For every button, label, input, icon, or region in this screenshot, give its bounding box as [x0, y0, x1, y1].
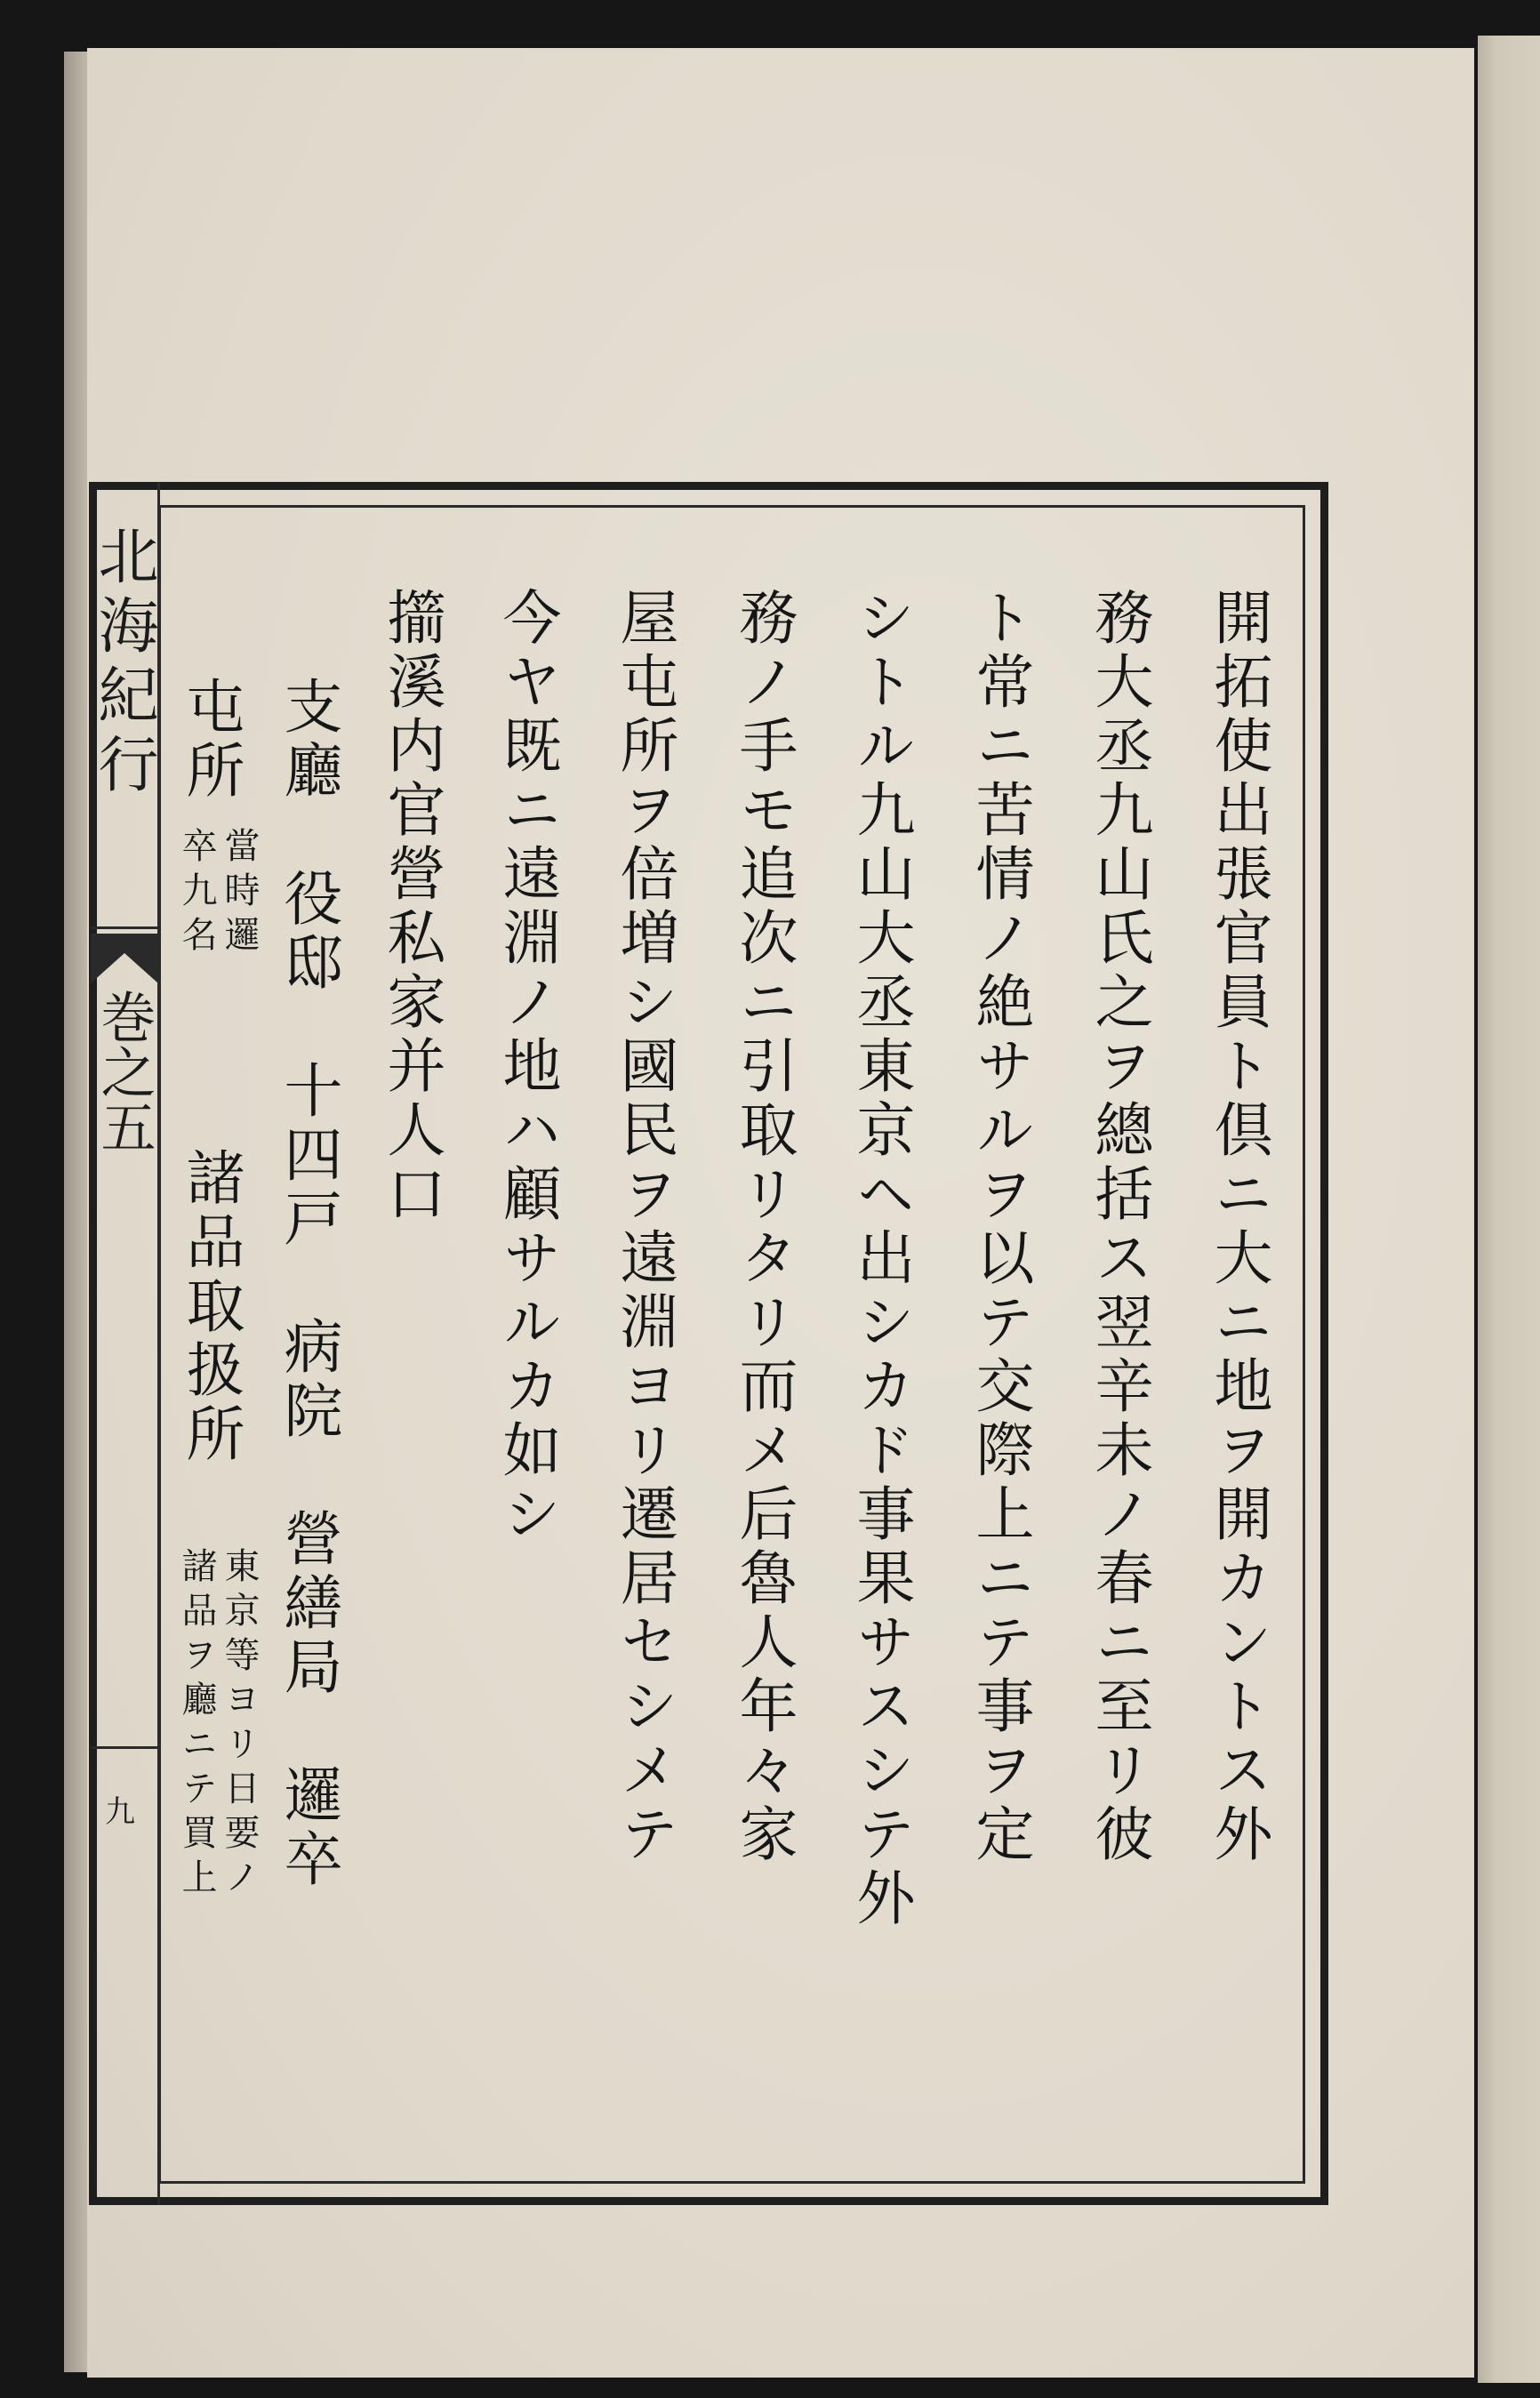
next-page-edge	[1478, 36, 1540, 2383]
volume-label: 巻之五	[92, 989, 156, 1154]
facility-list-row-2-label: 屯所	[176, 676, 245, 804]
page-number: 九	[105, 1794, 135, 1830]
annotation-d: 諸品ヲ廳ニテ買上	[176, 1547, 217, 1903]
text-column-2: 務大丞九山氏之ヲ總括ス翌辛未ノ春ニ至リ彼	[1085, 587, 1153, 1867]
text-column-6: 屋屯所ヲ倍増シ國民ヲ遠淵ヨリ遷居セシメテ	[610, 587, 678, 1867]
text-column-3: ト常ニ苦情ノ絶サルヲ以テ交際上ニテ事ヲ定	[966, 587, 1034, 1867]
fishtail-mark-icon	[91, 934, 158, 983]
annotation-a: 當時邏	[219, 827, 260, 960]
margin-rule-top	[91, 926, 158, 929]
text-column-4: シトル九山大丞東京ヘ出シカド事果サスシテ外	[846, 587, 915, 1931]
annotation-b: 卒九名	[176, 827, 217, 960]
text-column-7: 今ヤ既ニ遠淵ノ地ハ顧サルカ如シ	[493, 587, 561, 1547]
text-column-8: 擶溪内官營私家并人口	[377, 587, 445, 1227]
margin-rule-bottom	[91, 1746, 158, 1749]
facility-list-row-2-item: 諸品取扱所	[176, 1147, 245, 1467]
text-column-1: 開拓使出張官員ト倶ニ大ニ地ヲ開カントス外	[1204, 587, 1272, 1867]
text-column-5: 務ノ手モ追次ニ引取リタリ而メ后魯人年々家	[729, 587, 798, 1867]
annotation-c: 東京等ヨリ日要ノ	[219, 1547, 260, 1903]
facility-list-row-1: 支廳 役邸 十四戸 病院 營繕局 邏卒	[274, 676, 342, 1892]
book-title: 北海紀行	[88, 525, 158, 802]
